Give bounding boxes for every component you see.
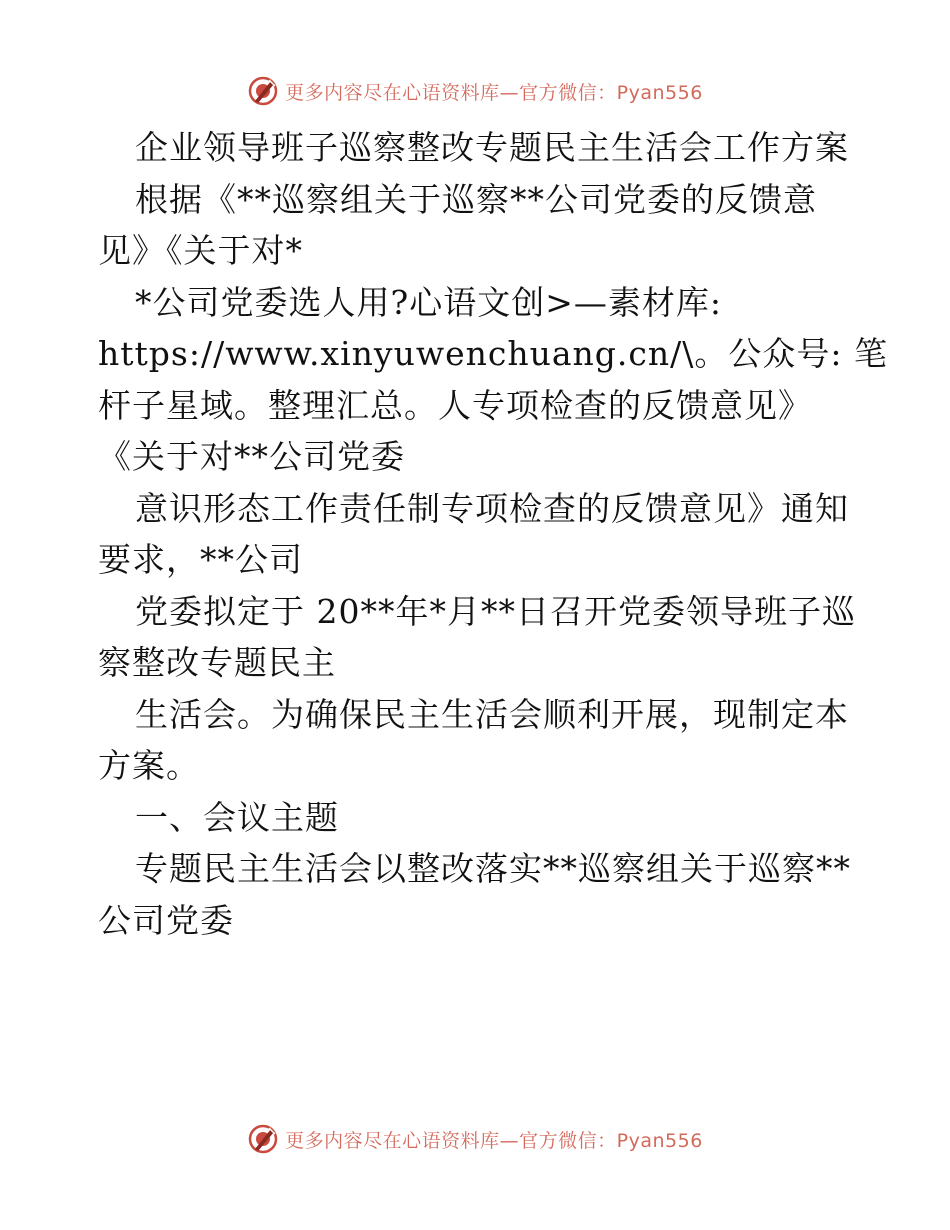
paragraph-line: https://www.xinyuwenchuang.cn/\。公众号: 笔 (98, 334, 888, 373)
paragraph-line: 党委拟定于 20**年*月**日召开党委领导班子巡 (135, 591, 856, 631)
paragraph-line: 公司党委 (98, 900, 234, 940)
paragraph-line: 生活会。为确保民主生活会顺利开展，现制定本 (135, 694, 849, 734)
paragraph-line: 根据《**巡察组关于巡察**公司党委的反馈意 (135, 179, 817, 219)
footer-watermark-banner (0, 1119, 950, 1159)
footer-watermark-text: 更多内容尽在心语资料库—官方微信：Pyan556 (285, 1129, 703, 1152)
document-title: 企业领导班子巡察整改专题民主生活会工作方案 (135, 128, 849, 167)
paragraph-line: 察整改专题民主 (98, 643, 336, 682)
paragraph-line: *公司党委选人用?心语文创>—素材库: (135, 282, 722, 322)
paragraph-line: 见》《关于对* (98, 231, 303, 270)
section-heading: 一、会议主题 (135, 797, 339, 837)
header-watermark-text: 更多内容尽在心语资料库—官方微信：Pyan556 (285, 81, 703, 104)
paragraph-line: 意识形态工作责任制专项检查的反馈意见》通知 (135, 488, 849, 528)
paragraph-line: 专题民主生活会以整改落实**巡察组关于巡察** (135, 849, 851, 888)
paragraph-line: 《关于对**公司党委 (98, 437, 405, 476)
paragraph-line: 方案。 (98, 746, 200, 785)
paragraph-line: 要求，**公司 (98, 540, 303, 579)
document-body (98, 122, 888, 946)
pen-logo-icon (247, 75, 279, 107)
paragraph-line: 杆子星域。整理汇总。人专项检查的反馈意见》 (98, 385, 812, 425)
pen-logo-icon (247, 1123, 279, 1155)
header-watermark-banner (0, 71, 950, 111)
